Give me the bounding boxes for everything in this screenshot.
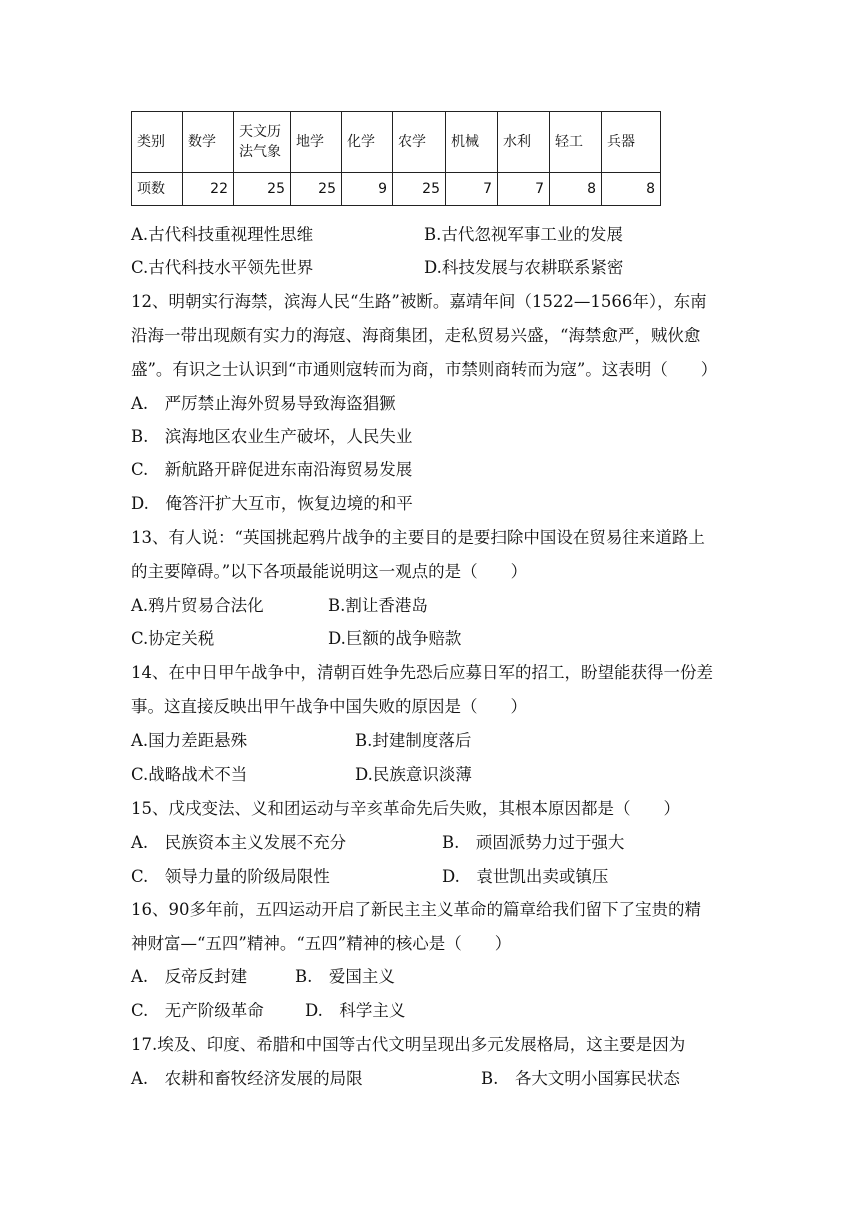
q11-option-b: B.古代忽视军事工业的发展	[424, 225, 623, 244]
table-header-cell: 机械	[446, 112, 498, 173]
table-cell: 7	[498, 173, 550, 206]
q16-stem-line: 神财富—“五四”精神。“五四”精神的核心是（ ）	[131, 934, 512, 953]
table-header-cell: 轻工	[550, 112, 602, 173]
table-header-cell: 地学	[291, 112, 342, 173]
q12-stem-line: 沿海一带出现颇有实力的海寇、海商集团，走私贸易兴盛，“海禁愈严，贼伙愈	[131, 326, 701, 345]
table-header-cell: 农学	[393, 112, 446, 173]
q16-option-b: B. 爱国主义	[295, 967, 395, 986]
q12-option-c: C. 新航路开辟促进东南沿海贸易发展	[131, 460, 413, 479]
table-header-cell: 兵器	[602, 112, 661, 173]
table-row	[132, 173, 661, 206]
q11-option-a: A.古代科技重视理性思维	[131, 225, 314, 244]
table-cell: 22	[183, 173, 234, 206]
q12-stem-line: 盛”。有识之士认识到“市通则寇转而为商，市禁则商转而为寇”。这表明（ ）	[131, 360, 718, 379]
table-row-label: 项数	[132, 173, 183, 206]
q14-option-a: A.国力差距悬殊	[131, 731, 248, 750]
q15-option-c: C. 领导力量的阶级局限性	[131, 867, 330, 886]
table-cell: 25	[234, 173, 291, 206]
q13-stem-line: 的主要障碍。”以下各项最能说明这一观点的是（ ）	[131, 562, 528, 581]
table-header-cell: 类别	[132, 112, 183, 173]
q16-option-d: D. 科学主义	[305, 1001, 406, 1020]
q15-stem-line: 15、戊戌变法、义和团运动与辛亥革命先后失败，其根本原因都是（ ）	[131, 799, 680, 818]
q13-option-c: C.协定关税	[131, 629, 215, 648]
q13-option-b: B.割让香港岛	[328, 596, 428, 615]
q17-option-b: B. 各大文明小国寡民状态	[481, 1069, 680, 1088]
q15-option-b: B. 顽固派势力过于强大	[442, 833, 625, 852]
q12-stem-line: 12、明朝实行海禁，滨海人民“生路”被断。嘉靖年间（1522—1566年），东南	[131, 292, 707, 311]
q15-option-a: A. 民族资本主义发展不充分	[131, 833, 347, 852]
q12-option-b: B. 滨海地区农业生产破坏，人民失业	[131, 427, 413, 446]
q17-option-a: A. 农耕和畜牧经济发展的局限	[131, 1069, 363, 1088]
q14-option-d: D.民族意识淡薄	[355, 765, 472, 784]
table-cell: 8	[550, 173, 602, 206]
q13-stem-line: 13、有人说：“英国挑起鸦片战争的主要目的是要扫除中国设在贸易往来道路上	[131, 528, 705, 547]
q15-option-d: D. 袁世凯出卖或镇压	[442, 867, 609, 886]
q14-option-c: C.战略战术不当	[131, 765, 248, 784]
q14-stem-line: 事。这直接反映出甲午战争中国失败的原因是（ ）	[131, 697, 527, 716]
q13-option-d: D.巨额的战争赔款	[328, 629, 462, 648]
table-header-cell: 化学	[342, 112, 393, 173]
q16-option-a: A. 反帝反封建	[131, 967, 248, 986]
q16-stem-line: 16、90多年前，五四运动开启了新民主主义革命的篇章给我们留下了宝贵的精	[131, 900, 701, 919]
table-header-cell: 数学	[183, 112, 234, 173]
table-header-cell: 天文历法气象	[234, 112, 291, 173]
q14-option-b: B.封建制度落后	[355, 731, 472, 750]
q12-option-a: A. 严厉禁止海外贸易导致海盗猖獗	[131, 394, 396, 413]
table-cell: 7	[446, 173, 498, 206]
q11-option-d: D.科技发展与农耕联系紧密	[424, 258, 624, 277]
q11-option-c: C.古代科技水平领先世界	[131, 258, 314, 277]
table-cell: 8	[602, 173, 661, 206]
table-header-cell: 水利	[498, 112, 550, 173]
table-cell: 25	[393, 173, 446, 206]
q16-option-c: C. 无产阶级革命	[131, 1001, 264, 1020]
science-category-table	[131, 111, 661, 206]
q14-stem-line: 14、在中日甲午战争中，清朝百姓争先恐后应募日军的招工，盼望能获得一份差	[131, 663, 713, 682]
table-header-row	[132, 112, 661, 173]
q13-option-a: A.鸦片贸易合法化	[131, 596, 264, 615]
table-cell: 25	[291, 173, 342, 206]
table-cell: 9	[342, 173, 393, 206]
q17-stem-line: 17.埃及、印度、希腊和中国等古代文明呈现出多元发展格局，这主要是因为	[131, 1035, 686, 1054]
q12-option-d: D. 俺答汗扩大互市，恢复边境的和平	[131, 494, 413, 513]
